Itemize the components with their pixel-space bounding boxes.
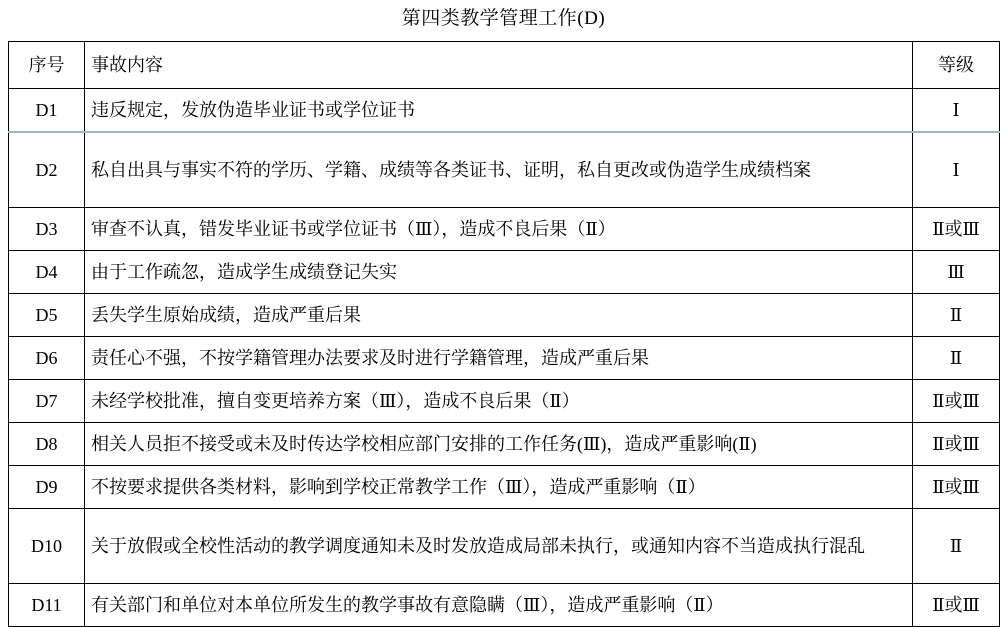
row-level-cell: Ⅱ或Ⅲ: [913, 379, 1000, 422]
table-row: [9, 336, 1000, 379]
row-level-cell: Ⅱ: [913, 336, 1000, 379]
row-content-cell: 丢失学生原始成绩，造成严重后果: [85, 293, 913, 336]
row-id-cell: D2: [9, 132, 85, 208]
row-id-cell: D5: [9, 293, 85, 336]
row-content-cell: 违反规定，发放伪造毕业证书或学位证书: [85, 88, 913, 132]
table-row: [9, 293, 1000, 336]
row-id-cell: D9: [9, 465, 85, 508]
row-level-cell: Ⅰ: [913, 88, 1000, 132]
row-content-cell: 私自出具与事实不符的学历、学籍、成绩等各类证书、证明，私自更改或伪造学生成绩档案: [85, 132, 913, 208]
table-row: [9, 508, 1000, 583]
row-level-cell: Ⅱ或Ⅲ: [913, 465, 1000, 508]
row-content-cell: 不按要求提供各类材料，影响到学校正常教学工作（Ⅲ），造成严重影响（Ⅱ）: [85, 465, 913, 508]
table-row: [9, 422, 1000, 465]
row-level-cell: Ⅰ: [913, 132, 1000, 208]
page-title: 第四类教学管理工作(D): [401, 8, 606, 29]
row-level-cell: Ⅱ: [913, 508, 1000, 583]
row-id-cell: D7: [9, 379, 85, 422]
row-id-cell: D1: [9, 88, 85, 132]
table-row: [9, 132, 1000, 208]
row-content-cell: 有关部门和单位对本单位所发生的教学事故有意隐瞒（Ⅲ），造成严重影响（Ⅱ）: [85, 583, 913, 626]
row-id-cell: D4: [9, 250, 85, 293]
row-level-cell: Ⅱ或Ⅲ: [913, 207, 1000, 250]
row-content-cell: 未经学校批准，擅自变更培养方案（Ⅲ），造成不良后果（Ⅱ）: [85, 379, 913, 422]
row-content-cell: 审查不认真，错发毕业证书或学位证书（Ⅲ），造成不良后果（Ⅱ）: [85, 207, 913, 250]
column-header-id: 序号: [9, 41, 85, 88]
row-content-cell: 相关人员拒不接受或未及时传达学校相应部门安排的工作任务(Ⅲ)，造成严重影响(Ⅱ): [85, 422, 913, 465]
table-header: [9, 41, 1000, 88]
row-id-cell: D10: [9, 508, 85, 583]
row-id-cell: D6: [9, 336, 85, 379]
row-level-cell: Ⅱ或Ⅲ: [913, 422, 1000, 465]
row-content-cell: 关于放假或全校性活动的教学调度通知未及时发放造成局部未执行，或通知内容不当造成执行混乱: [85, 508, 913, 583]
table-row: [9, 250, 1000, 293]
row-level-cell: Ⅱ或Ⅲ: [913, 583, 1000, 626]
row-content-cell: 由于工作疏忽，造成学生成绩登记失实: [85, 250, 913, 293]
teaching-accident-table: [8, 41, 1000, 627]
row-id-cell: D8: [9, 422, 85, 465]
table-row: [9, 379, 1000, 422]
table-header-row: [9, 41, 1000, 88]
column-header-content: 事故内容: [85, 41, 913, 88]
row-id-cell: D11: [9, 583, 85, 626]
table-row: [9, 207, 1000, 250]
row-content-cell: 责任心不强，不按学籍管理办法要求及时进行学籍管理，造成严重后果: [85, 336, 913, 379]
row-id-cell: D3: [9, 207, 85, 250]
row-level-cell: Ⅲ: [913, 250, 1000, 293]
table-row: [9, 583, 1000, 626]
table-row: [9, 465, 1000, 508]
row-level-cell: Ⅱ: [913, 293, 1000, 336]
column-header-level: 等级: [913, 41, 1000, 88]
table-body: [9, 88, 1000, 626]
table-row: [9, 88, 1000, 132]
